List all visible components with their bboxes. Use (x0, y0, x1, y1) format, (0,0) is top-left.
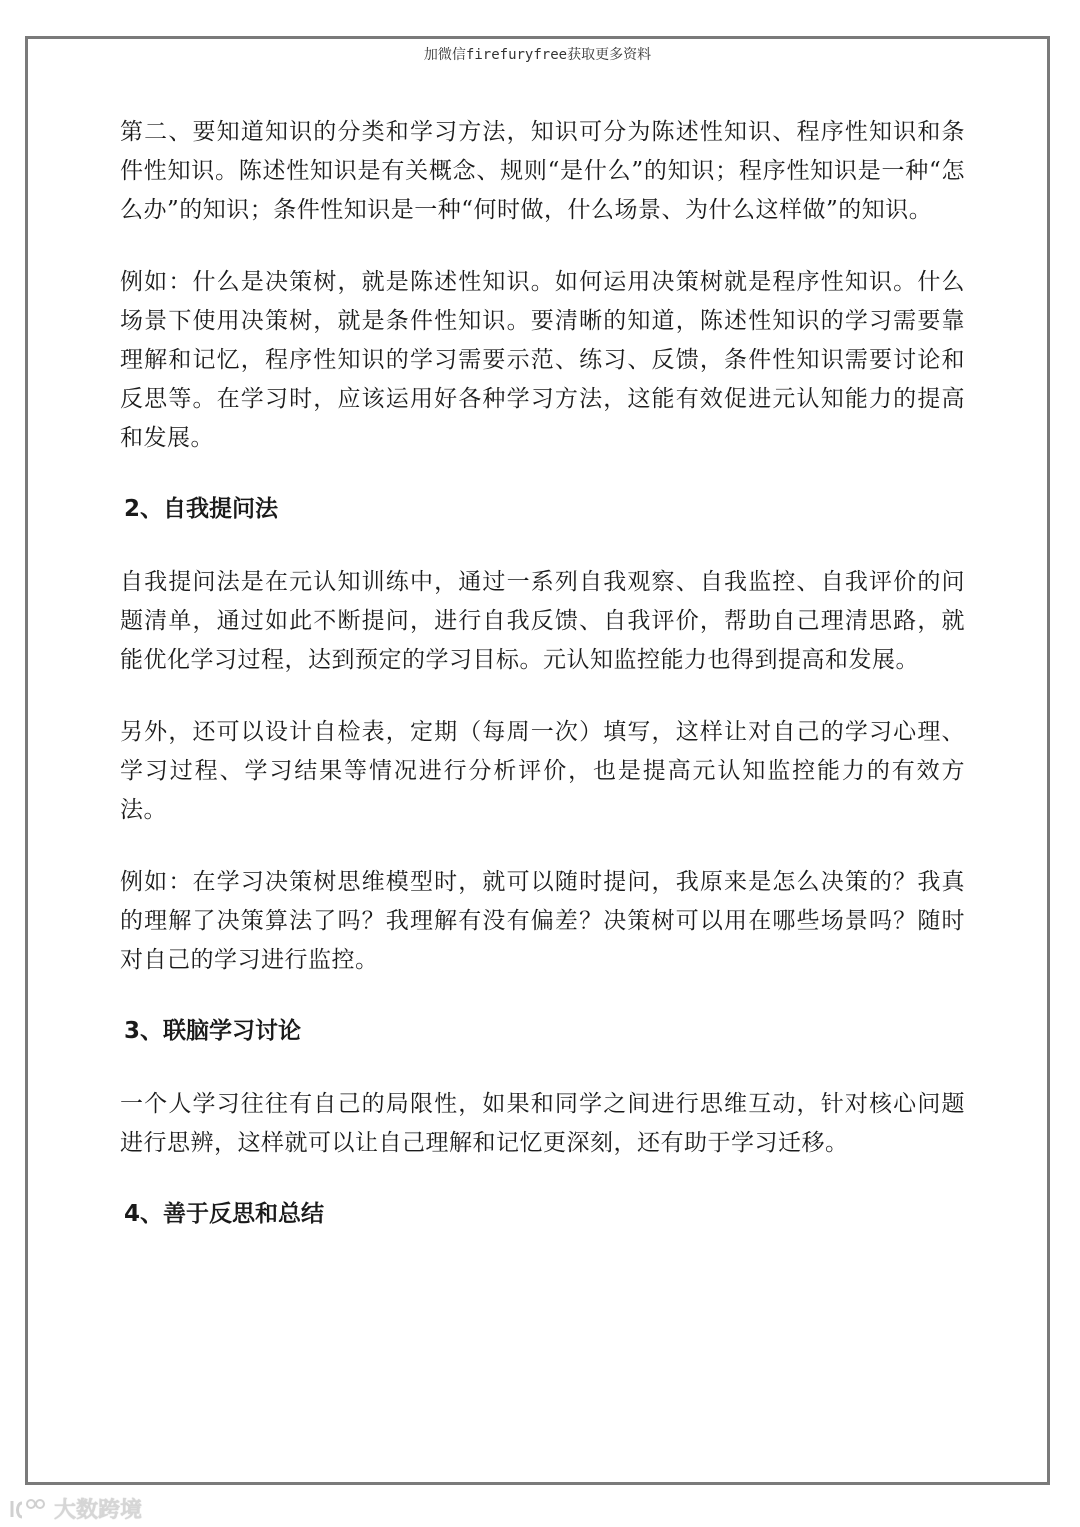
paragraph-knowledge-types: 第二、要知道知识的分类和学习方法，知识可分为陈述性知识、程序性知识和条件性知识。陈述性知识是有关概念、规则“是什么”的知识；程序性知识是一种“怎么办”的知识；条件性知识是一种“何时做，什么场景、为什么这样做”的知识。 (120, 119, 965, 223)
paragraph-self-check-table: 另外，还可以设计自检表，定期（每周一次）填写，这样让对自己的学习心理、学习过程、学习结果等情况进行分析评价，也是提高元认知监控能力的有效方法。 (120, 719, 965, 823)
paragraph-group-discussion: 一个人学习往往有自己的局限性，如果和同学之间进行思维互动，针对核心问题进行思辨，这样就可以让自己理解和记忆更深刻，还有助于学习迁移。 (120, 1091, 965, 1156)
heading-reflection-summary: 4、善于反思和总结 (124, 1201, 325, 1227)
watermark-text: 大数跨境 (54, 1498, 143, 1523)
heading-group-discussion: 3、联脑学习讨论 (124, 1018, 302, 1044)
header-note: 加微信firefuryfree获取更多资料 (423, 47, 652, 63)
paragraph-decision-tree-example: 例如：什么是决策树，就是陈述性知识。如何运用决策树就是程序性知识。什么场景下使用决策树，就是条件性知识。要清晰的知道，陈述性知识的学习需要靠理解和记忆，程序性知识的学习需要示范、练习、反馈，条件性知识需要讨论和反思等。在学习时，应该运用好各种学习方法，这能有效促进元认知能力的提高和发展。 (120, 269, 965, 451)
watermark (8, 1493, 142, 1524)
document-body (120, 113, 965, 1268)
paragraph-self-questioning-example: 例如：在学习决策树思维模型时，就可以随时提问，我原来是怎么决策的？我真的理解了决策算法了吗？我理解有没有偏差？决策树可以用在哪些场景吗？随时对自己的学习进行监控。 (120, 869, 965, 973)
kuajing-logo-icon (8, 1497, 48, 1521)
paragraph-self-questioning: 自我提问法是在元认知训练中，通过一系列自我观察、自我监控、自我评价的问题清单，通过如此不断提问，进行自我反馈、自我评价，帮助自己理清思路，就能优化学习过程，达到预定的学习目标。元认知监控能力也得到提高和发展。 (120, 569, 965, 673)
heading-self-questioning: 2、自我提问法 (124, 496, 279, 522)
document-page (25, 36, 1050, 1485)
